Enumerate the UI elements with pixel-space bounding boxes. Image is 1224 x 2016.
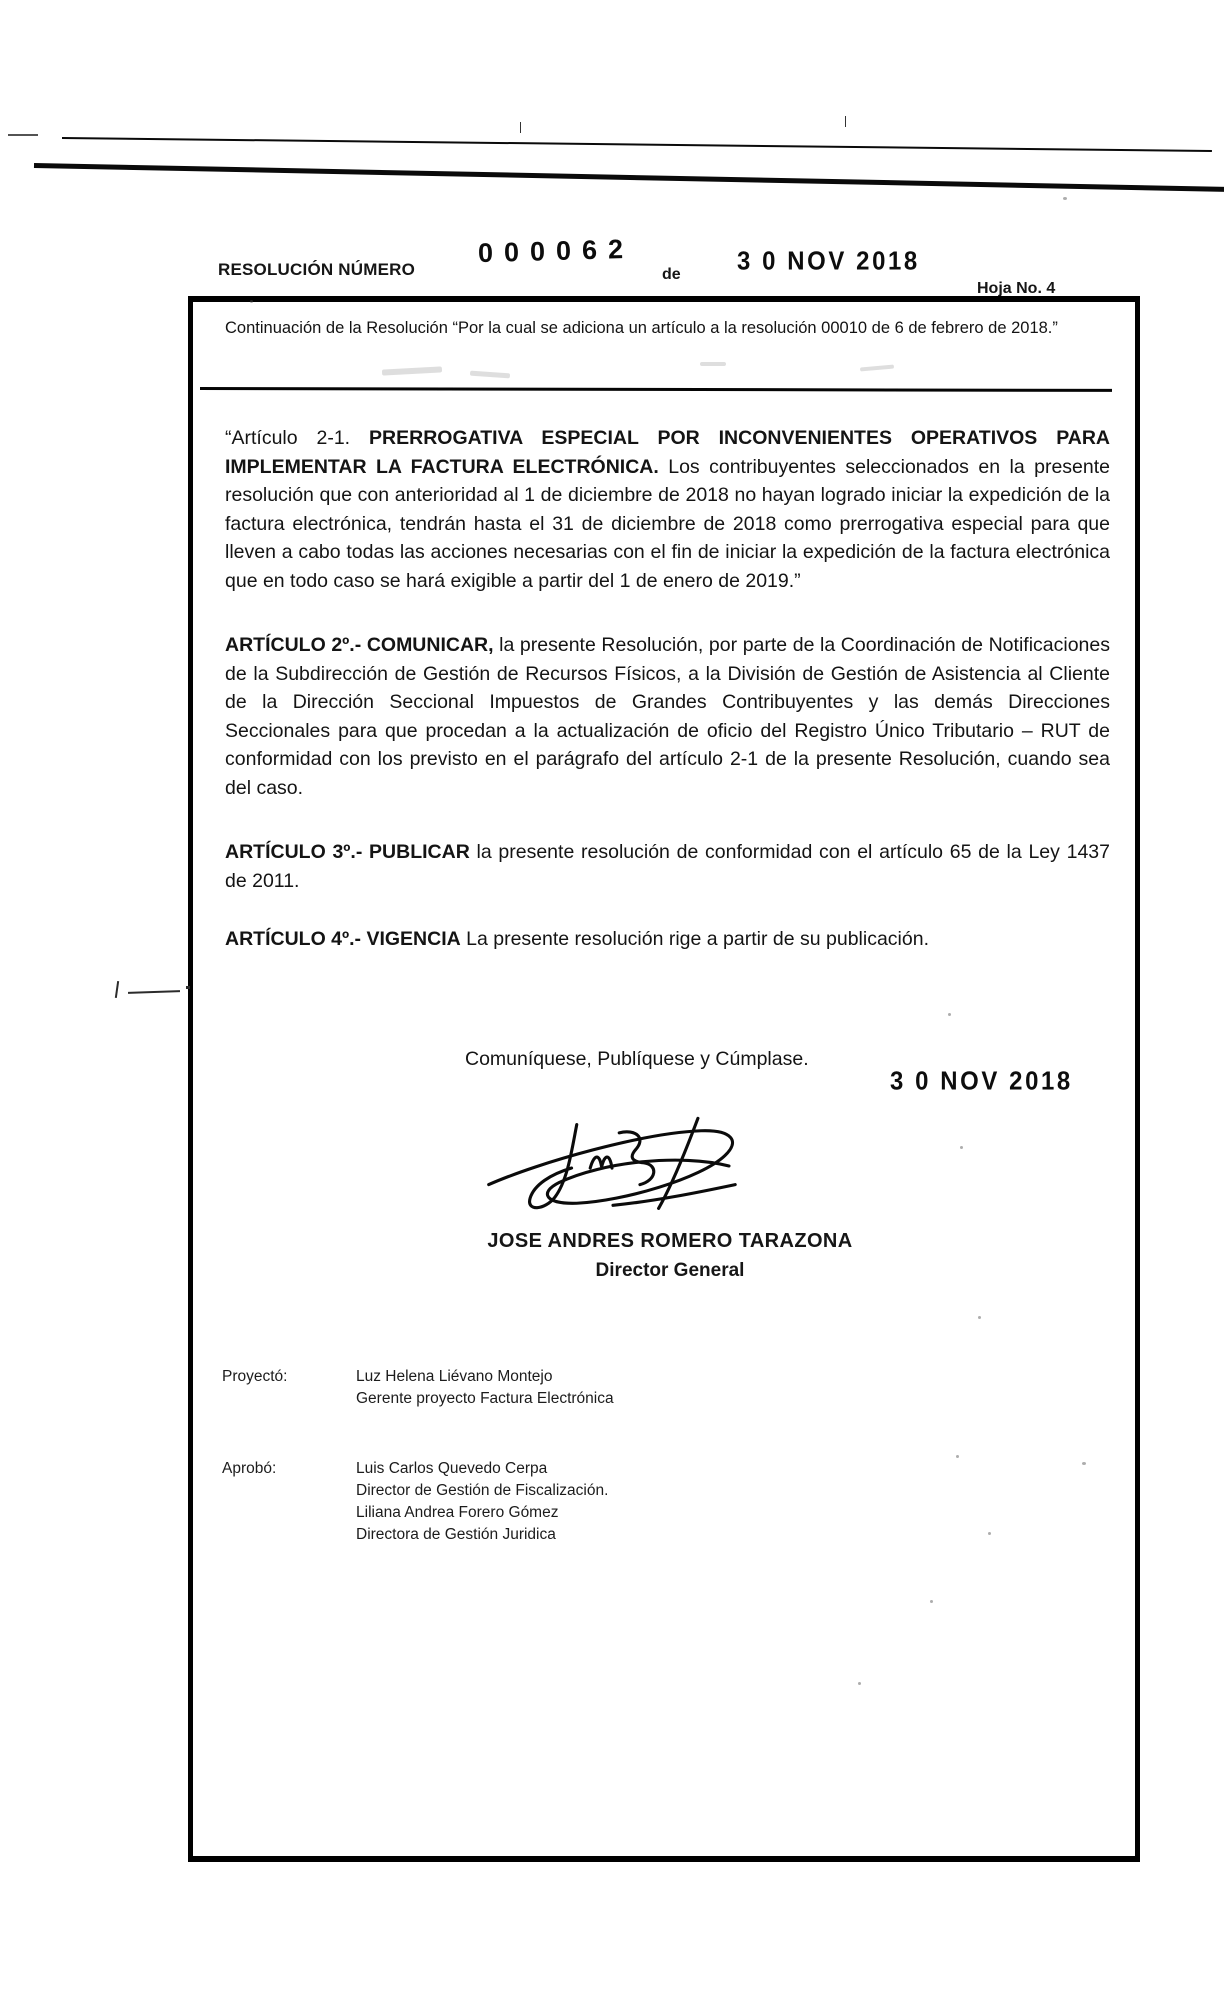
articulo-3-paragraph: ARTÍCULO 3º.- PUBLICAR la presente resolución de conformidad con el artículo 65 de la Ley 1437 de 2011. [225, 841, 1110, 892]
proyecto-block [222, 1366, 614, 1410]
proyecto-role: Gerente proyecto Factura Electrónica [356, 1390, 614, 1407]
margin-mark [115, 981, 119, 998]
scan-artifact-line-thick [34, 163, 1224, 192]
date-stamp: 3 0 NOV 2018 [737, 246, 920, 276]
article-2-1-paragraph: “Artículo 2-1. PRERROGATIVA ESPECIAL POR INCONVENIENTES OPERATIVOS PARA IMPLEMENTAR LA FACTURA ELECTRÓNICA. Los contribuyentes seleccionados en la presente resolución que con anterioridad al 1 de diciembre de 2018 no hayan logrado iniciar la expedición de la factura electrónica, tendrán hasta el 31 de diciembre de 2018 como prerrogativa especial para que lleven a cabo todas las acciones necesarias con el fin de iniciar la expedición de la factura electrónica que en todo caso se hará exigible a partir del 1 de enero de 2019.” [225, 427, 1110, 592]
signer-name: JOSE ANDRES ROMERO TARAZONA [487, 1230, 853, 1252]
aprobo-name-2: Liliana Andrea Forero Gómez [356, 1504, 559, 1521]
de-label: de [662, 266, 681, 283]
scan-speck [988, 1532, 991, 1535]
signer-title: Director General [595, 1260, 745, 1281]
scan-speck [858, 1682, 861, 1685]
resolution-body [225, 424, 1110, 954]
aprobo-block [222, 1458, 608, 1546]
aprobo-role-1: Director de Gestión de Fiscalización. [356, 1482, 609, 1499]
signature [468, 1108, 758, 1226]
resolution-number-label: RESOLUCIÓN NÚMERO [218, 260, 416, 279]
resolution-number-stamp: 000062 [477, 233, 635, 269]
articulo-4-paragraph: ARTÍCULO 4º.- VIGENCIA La presente resolución rige a partir de su publicación. [225, 928, 929, 950]
closing-line: Comuníquese, Publíquese y Cúmplase. [465, 1048, 809, 1070]
scan-speck [956, 1455, 959, 1458]
scan-speck [1063, 197, 1067, 200]
scan-speck [948, 1013, 951, 1016]
scan-speck [930, 1600, 933, 1603]
scan-speck [250, 300, 253, 303]
scan-artifact-tick [520, 122, 521, 133]
scan-speck [960, 1146, 963, 1149]
scan-artifact-tick [845, 116, 846, 127]
date-stamp-2: 3 0 NOV 2018 [890, 1066, 1073, 1096]
scan-smudge [700, 362, 726, 366]
scan-artifact-dash [8, 134, 38, 136]
continuation-note: Continuación de la Resolución “Por la cual se adiciona un artículo a la resolución 00010 de 6 de febrero de 2018.” [225, 319, 1058, 337]
proyecto-label: Proyectó: [222, 1368, 288, 1385]
articulo-2-paragraph: ARTÍCULO 2º.- COMUNICAR, la presente Resolución, por parte de la Coordinación de Notificaciones de la Subdirección de Gestión de Recursos Físicos, a la División de Gestión de Asistencia al Cliente de la Dirección Seccional Impuestos de Grandes Contribuyentes y las demás Direcciones Seccionales para que procedan a la actualización de oficio del Registro Único Tributario – RUT de conformidad con los previsto en el parágrafo del artículo 2-1 de la presente Resolución, cuando sea del caso. [225, 634, 1110, 799]
margin-mark [186, 986, 190, 989]
scan-artifact-line-thin [62, 137, 1212, 152]
page-number: Hoja No. 4 [977, 280, 1056, 297]
scan-speck [1082, 1462, 1086, 1465]
aprobo-role-2: Directora de Gestión Juridica [356, 1526, 556, 1543]
proyecto-name: Luz Helena Liévano Montejo [356, 1368, 553, 1385]
margin-mark [128, 990, 180, 994]
aprobo-label: Aprobó: [222, 1460, 277, 1477]
aprobo-name-1: Luis Carlos Quevedo Cerpa [356, 1460, 548, 1477]
signer-block [440, 1230, 900, 1282]
scan-speck [978, 1316, 981, 1319]
